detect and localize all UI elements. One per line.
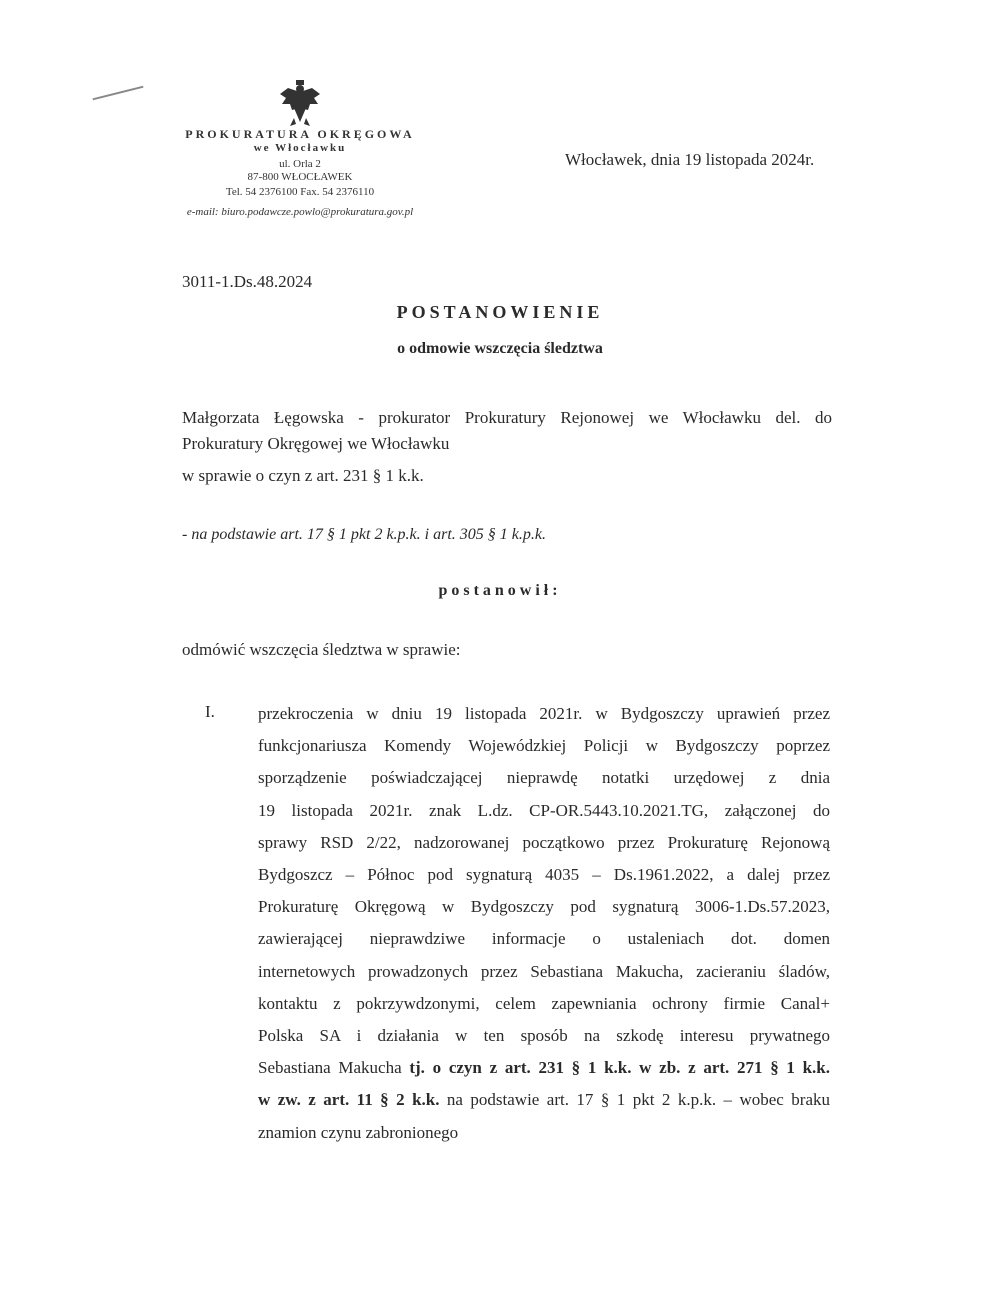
item-line: przekroczenia w dniu 19 listopada 2021r. w Bydgoszczy uprawień przez xyxy=(258,704,830,723)
office-email: e-mail: biuro.podawcze.powlo@prokuratura.gov.pl xyxy=(186,206,414,218)
office-street: ul. Orla 2 xyxy=(279,158,321,170)
charge-text-cont: w zw. z art. 11 § 2 k.k. xyxy=(258,1090,440,1110)
office-postal: 87-800 WŁOCŁAWEK xyxy=(247,171,353,183)
item-line: sporządzenie poświadczającej nieprawdę notatki urzędowej z dnia xyxy=(258,768,830,788)
item-line-part: Sebastiana Makucha xyxy=(258,1058,410,1078)
office-name: PROKURATURA OKRĘGOWA xyxy=(185,127,415,141)
case-reference: 3011-1.Ds.48.2024 xyxy=(182,272,313,291)
item-line: sprawy RSD 2/22, nadzorowanej początkowo przez Prokuraturę Rejonową xyxy=(258,832,830,852)
item-number: I. xyxy=(205,702,215,721)
prosecutor-office-line: Prokuratury Okręgowej we Włocławku xyxy=(182,434,450,453)
item-line: Polska SA i działania w ten sposób na szkodę interesu prywatnego xyxy=(258,1026,830,1046)
legal-basis: - na podstawie art. 17 § 1 pkt 2 k.p.k. i art. 305 § 1 k.p.k. xyxy=(182,526,546,543)
item-line: Bydgoszcz – Północ pod sygnaturą 4035 – Ds.1961.2022, a dalej przez xyxy=(258,865,830,885)
case-subject-line: w sprawie o czyn z art. 231 § 1 k.k. xyxy=(182,466,424,485)
scan-pen-mark xyxy=(93,86,144,101)
item-line: Prokuraturę Okręgową w Bydgoszczy pod sygnaturą 3006-1.Ds.57.2023, xyxy=(258,897,830,917)
item-line: kontaktu z pokrzywdzonymi, celem zapewniania ochrony firmie Canal+ xyxy=(258,993,830,1013)
item-text xyxy=(258,698,830,1149)
item-line-final: znamion czynu zabronionego xyxy=(258,1122,459,1142)
item-line: funkcjonariusza Komendy Wojewódzkiej Policji w Bydgoszczy poprzez xyxy=(258,736,830,756)
office-phone: Tel. 54 2376100 Fax. 54 2376110 xyxy=(225,186,375,198)
charge-text: tj. o czyn z art. 231 § 1 k.k. w zb. z art. 271 § 1 k.k. xyxy=(409,1058,831,1078)
polish-eagle-emblem-icon xyxy=(278,78,322,128)
document-date: Włocławek, dnia 19 listopada 2024r. xyxy=(565,150,815,169)
item-line: internetowych prowadzonych przez Sebastiana Makucha, zacieraniu śladów, xyxy=(258,961,830,981)
office-city: we Włocławku xyxy=(253,142,347,154)
item-line: zawierającej nieprawdziwe informacje o ustaleniach dot. domen xyxy=(258,929,830,949)
item-line-basis xyxy=(258,1084,830,1116)
order-text: odmówić wszczęcia śledztwa w sprawie: xyxy=(182,640,461,659)
document-subtitle: o odmowie wszczęcia śledztwa xyxy=(397,340,603,357)
document-title: POSTANOWIENIE xyxy=(396,302,604,322)
decision-heading: postanowił: xyxy=(438,582,562,599)
prosecutor-line: Małgorzata Łęgowska - prokurator Prokuratury Rejonowej we Włocławku del. do xyxy=(182,408,832,427)
item-line-part: na podstawie art. 17 § 1 pkt 2 k.p.k. – wobec braku xyxy=(439,1090,830,1110)
item-line-charge xyxy=(258,1052,830,1084)
item-line: 19 listopada 2021r. znak L.dz. CP-OR.5443.10.2021.TG, załączonej do xyxy=(258,800,830,820)
